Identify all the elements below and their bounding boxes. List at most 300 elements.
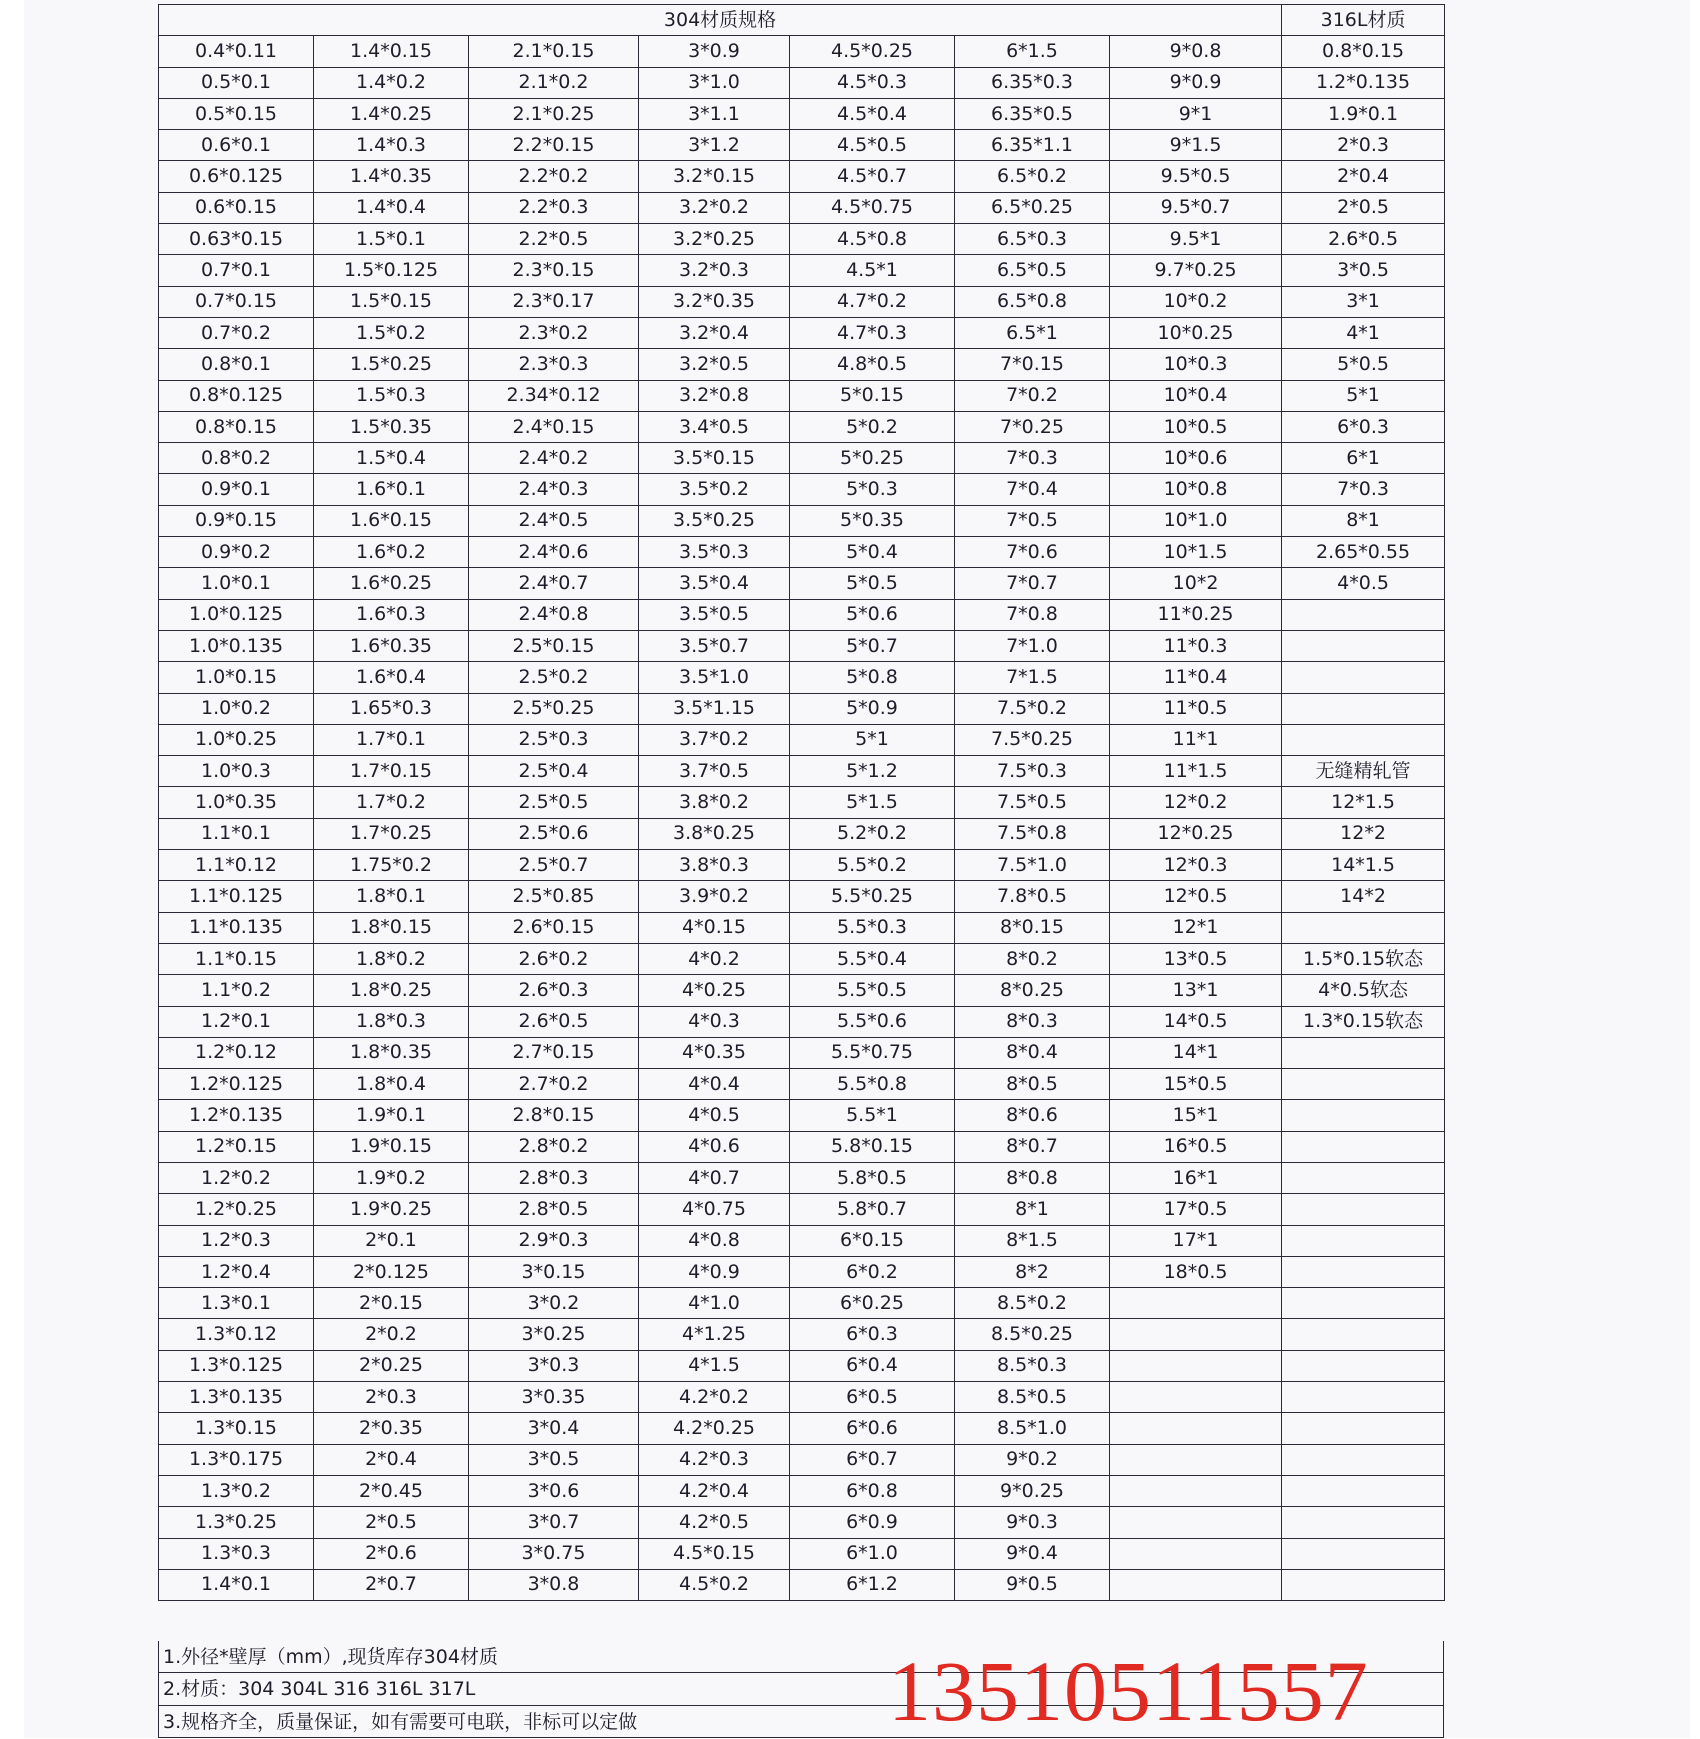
table-cell: 8*0.25: [955, 975, 1110, 1006]
table-cell: 1.2*0.135: [1282, 67, 1445, 98]
table-cell: 1.4*0.3: [314, 130, 469, 161]
table-cell: 6*0.7: [790, 1444, 955, 1475]
table-cell: 8*0.7: [955, 1131, 1110, 1162]
table-cell: 3*0.8: [469, 1569, 639, 1600]
table-cell: [1110, 1319, 1282, 1350]
table-cell: 2*0.1: [314, 1225, 469, 1256]
table-cell: 0.5*0.1: [159, 67, 314, 98]
table-cell: 1.3*0.135: [159, 1382, 314, 1413]
table-cell: 2.6*0.5: [1282, 224, 1445, 255]
table-cell: 5.5*0.8: [790, 1069, 955, 1100]
table-cell: 8.5*0.5: [955, 1382, 1110, 1413]
table-cell: 1.6*0.25: [314, 568, 469, 599]
table-row: [159, 505, 1445, 536]
table-cell: 3*0.2: [469, 1288, 639, 1319]
table-cell: 3.4*0.5: [639, 411, 790, 442]
table-cell: [1282, 599, 1445, 630]
note-line: 1.外径*壁厚（mm）,现货库存304材质: [158, 1641, 1444, 1673]
table-cell: 2*0.5: [1282, 192, 1445, 223]
table-cell: [1282, 693, 1445, 724]
table-cell: 5.2*0.2: [790, 818, 955, 849]
table-row: [159, 474, 1445, 505]
table-cell: 3.2*0.25: [639, 224, 790, 255]
table-cell: 3.5*0.3: [639, 537, 790, 568]
table-cell: 6*0.5: [790, 1382, 955, 1413]
table-cell: 0.6*0.125: [159, 161, 314, 192]
table-cell: 12*0.2: [1110, 787, 1282, 818]
table-cell: 5.8*0.7: [790, 1194, 955, 1225]
table-cell: 2.8*0.5: [469, 1194, 639, 1225]
table-cell: 2.1*0.25: [469, 98, 639, 129]
table-cell: 1.7*0.1: [314, 724, 469, 755]
table-cell: 0.6*0.15: [159, 192, 314, 223]
table-cell: 7.8*0.5: [955, 881, 1110, 912]
table-cell: 1.5*0.1: [314, 224, 469, 255]
table-cell: 3.9*0.2: [639, 881, 790, 912]
table-cell: 6.35*0.3: [955, 67, 1110, 98]
table-cell: 4*0.5: [1282, 568, 1445, 599]
table-cell: 5.5*0.6: [790, 1006, 955, 1037]
table-cell: 1.9*0.2: [314, 1162, 469, 1193]
table-cell: 1.5*0.35: [314, 411, 469, 442]
table-cell: 5.8*0.15: [790, 1131, 955, 1162]
table-cell: 2*0.45: [314, 1475, 469, 1506]
table-cell: 5*0.3: [790, 474, 955, 505]
table-cell: 2.3*0.2: [469, 317, 639, 348]
table-cell: 1.8*0.4: [314, 1069, 469, 1100]
table-cell: 2.3*0.17: [469, 286, 639, 317]
table-row: [159, 36, 1445, 67]
note-line: 3.规格齐全，质量保证，如有需要可电联，非标可以定做: [158, 1706, 1444, 1738]
table-cell: 17*1: [1110, 1225, 1282, 1256]
table-cell: 3*0.5: [469, 1444, 639, 1475]
table-row: [159, 975, 1445, 1006]
table-cell: 0.8*0.2: [159, 443, 314, 474]
table-cell: 2*0.4: [314, 1444, 469, 1475]
table-cell: 4.5*0.8: [790, 224, 955, 255]
table-cell: 1.5*0.15: [314, 286, 469, 317]
table-cell: 5*0.8: [790, 662, 955, 693]
table-cell: 10*0.3: [1110, 349, 1282, 380]
table-cell: 5.5*0.5: [790, 975, 955, 1006]
table-cell: 5.5*0.4: [790, 943, 955, 974]
table-cell: 0.7*0.1: [159, 255, 314, 286]
table-cell: 2.2*0.15: [469, 130, 639, 161]
header-row: [159, 5, 1445, 36]
table-cell: 0.7*0.15: [159, 286, 314, 317]
table-cell: 14*0.5: [1110, 1006, 1282, 1037]
table-row: [159, 255, 1445, 286]
table-cell: 2.65*0.55: [1282, 537, 1445, 568]
table-row: [159, 787, 1445, 818]
table-cell: 6.5*0.2: [955, 161, 1110, 192]
table-cell: 7.5*0.2: [955, 693, 1110, 724]
table-cell: 9.7*0.25: [1110, 255, 1282, 286]
table-cell: [1282, 1162, 1445, 1193]
table-cell: 2.5*0.15: [469, 630, 639, 661]
table-cell: 7.5*0.8: [955, 818, 1110, 849]
table-cell: 2.5*0.2: [469, 662, 639, 693]
table-cell: [1282, 1288, 1445, 1319]
table-cell: 1.7*0.15: [314, 756, 469, 787]
table-cell: 1.5*0.2: [314, 317, 469, 348]
table-cell: 1.1*0.12: [159, 850, 314, 881]
table-row: [159, 1225, 1445, 1256]
table-cell: 1.2*0.15: [159, 1131, 314, 1162]
spec-sheet: [158, 0, 1444, 1738]
table-cell: 2.4*0.15: [469, 411, 639, 442]
table-cell: 1.65*0.3: [314, 693, 469, 724]
table-row: [159, 411, 1445, 442]
table-cell: 1.8*0.35: [314, 1037, 469, 1068]
table-cell: 8.5*0.2: [955, 1288, 1110, 1319]
table-cell: 3*0.3: [469, 1350, 639, 1381]
table-cell: 1.0*0.15: [159, 662, 314, 693]
table-cell: 9.5*1: [1110, 224, 1282, 255]
table-cell: 7*0.7: [955, 568, 1110, 599]
table-cell: 4.2*0.4: [639, 1475, 790, 1506]
table-cell: 0.9*0.15: [159, 505, 314, 536]
table-cell: 12*1: [1110, 912, 1282, 943]
table-cell: 2.2*0.5: [469, 224, 639, 255]
table-cell: 7*0.8: [955, 599, 1110, 630]
table-cell: 2.7*0.15: [469, 1037, 639, 1068]
table-row: [159, 1037, 1445, 1068]
table-cell: 1.3*0.175: [159, 1444, 314, 1475]
table-cell: [1282, 1444, 1445, 1475]
table-cell: 1.4*0.2: [314, 67, 469, 98]
table-cell: [1282, 912, 1445, 943]
table-cell: 8.5*1.0: [955, 1413, 1110, 1444]
table-cell: [1282, 1507, 1445, 1538]
table-cell: 1.5*0.15软态: [1282, 943, 1445, 974]
table-cell: 0.6*0.1: [159, 130, 314, 161]
table-cell: 1.6*0.15: [314, 505, 469, 536]
table-row: [159, 1162, 1445, 1193]
table-cell: 10*0.6: [1110, 443, 1282, 474]
table-cell: 14*1.5: [1282, 850, 1445, 881]
table-cell: 4*0.6: [639, 1131, 790, 1162]
table-cell: 3.5*0.2: [639, 474, 790, 505]
table-cell: 4*1.0: [639, 1288, 790, 1319]
table-cell: [1282, 1538, 1445, 1569]
table-cell: 2.3*0.3: [469, 349, 639, 380]
table-cell: 2.34*0.12: [469, 380, 639, 411]
table-cell: 10*1.0: [1110, 505, 1282, 536]
table-cell: 3*0.75: [469, 1538, 639, 1569]
table-cell: 8*0.8: [955, 1162, 1110, 1193]
table-cell: 4.2*0.25: [639, 1413, 790, 1444]
table-cell: 1.3*0.25: [159, 1507, 314, 1538]
table-cell: 1.8*0.15: [314, 912, 469, 943]
table-cell: 3.7*0.5: [639, 756, 790, 787]
table-cell: 6*0.3: [1282, 411, 1445, 442]
table-cell: 1.3*0.2: [159, 1475, 314, 1506]
table-cell: 12*2: [1282, 818, 1445, 849]
table-cell: 15*1: [1110, 1100, 1282, 1131]
table-cell: 1.1*0.1: [159, 818, 314, 849]
table-cell: 2*0.4: [1282, 161, 1445, 192]
table-cell: 4*0.4: [639, 1069, 790, 1100]
table-cell: 6*1.5: [955, 36, 1110, 67]
table-cell: [1282, 724, 1445, 755]
table-cell: 5*0.7: [790, 630, 955, 661]
table-cell: 1.5*0.125: [314, 255, 469, 286]
table-row: [159, 818, 1445, 849]
table-cell: [1282, 1037, 1445, 1068]
table-cell: 无缝精轧管: [1282, 756, 1445, 787]
table-row: [159, 537, 1445, 568]
table-cell: [1282, 1475, 1445, 1506]
table-row: [159, 599, 1445, 630]
table-cell: 1.2*0.135: [159, 1100, 314, 1131]
table-cell: 4*0.5软态: [1282, 975, 1445, 1006]
table-cell: 6*0.4: [790, 1350, 955, 1381]
table-cell: 8*0.15: [955, 912, 1110, 943]
table-cell: 1.2*0.12: [159, 1037, 314, 1068]
table-cell: 4.5*0.75: [790, 192, 955, 223]
table-cell: 1.0*0.25: [159, 724, 314, 755]
table-cell: 16*1: [1110, 1162, 1282, 1193]
note-line: 2.材质：304 304L 316 316L 317L: [158, 1673, 1444, 1705]
table-cell: 4.7*0.2: [790, 286, 955, 317]
table-cell: 7*0.2: [955, 380, 1110, 411]
table-row: [159, 192, 1445, 223]
table-cell: 3*1: [1282, 286, 1445, 317]
table-cell: 1.9*0.1: [314, 1100, 469, 1131]
table-cell: 1.9*0.1: [1282, 98, 1445, 129]
table-cell: 0.9*0.1: [159, 474, 314, 505]
table-cell: 7*0.3: [1282, 474, 1445, 505]
table-cell: 2.5*0.85: [469, 881, 639, 912]
table-cell: 4*0.5: [639, 1100, 790, 1131]
table-row: [159, 1413, 1445, 1444]
table-row: [159, 724, 1445, 755]
table-cell: 1.3*0.125: [159, 1350, 314, 1381]
table-cell: 9.5*0.7: [1110, 192, 1282, 223]
table-cell: 4*0.9: [639, 1256, 790, 1287]
table-cell: [1110, 1569, 1282, 1600]
table-row: [159, 317, 1445, 348]
table-cell: 10*1.5: [1110, 537, 1282, 568]
table-cell: 3.2*0.35: [639, 286, 790, 317]
table-row: [159, 443, 1445, 474]
table-cell: 9*1.5: [1110, 130, 1282, 161]
table-cell: 9*0.3: [955, 1507, 1110, 1538]
table-row: [159, 1288, 1445, 1319]
table-cell: 3.2*0.2: [639, 192, 790, 223]
table-cell: 4.7*0.3: [790, 317, 955, 348]
table-cell: [1110, 1507, 1282, 1538]
table-cell: [1110, 1382, 1282, 1413]
table-row: [159, 912, 1445, 943]
table-cell: 5*0.5: [790, 568, 955, 599]
table-cell: 3*1.1: [639, 98, 790, 129]
table-cell: 4*0.3: [639, 1006, 790, 1037]
table-cell: 0.9*0.2: [159, 537, 314, 568]
table-cell: 1.5*0.4: [314, 443, 469, 474]
table-cell: 4*0.25: [639, 975, 790, 1006]
table-cell: 9*0.9: [1110, 67, 1282, 98]
table-cell: 4.2*0.3: [639, 1444, 790, 1475]
table-cell: 0.8*0.1: [159, 349, 314, 380]
table-cell: 7*0.4: [955, 474, 1110, 505]
table-cell: 1.0*0.2: [159, 693, 314, 724]
table-cell: 2.6*0.2: [469, 943, 639, 974]
table-cell: 9*0.8: [1110, 36, 1282, 67]
table-cell: 10*0.8: [1110, 474, 1282, 505]
table-cell: 4*0.75: [639, 1194, 790, 1225]
table-cell: [1282, 630, 1445, 661]
table-cell: 14*2: [1282, 881, 1445, 912]
table-cell: 3*0.35: [469, 1382, 639, 1413]
table-cell: 1.2*0.1: [159, 1006, 314, 1037]
table-cell: 1.2*0.2: [159, 1162, 314, 1193]
table-cell: 1.3*0.12: [159, 1319, 314, 1350]
table-row: [159, 1069, 1445, 1100]
table-cell: 2.9*0.3: [469, 1225, 639, 1256]
table-cell: 4.5*0.7: [790, 161, 955, 192]
table-cell: 10*0.5: [1110, 411, 1282, 442]
table-cell: 11*0.4: [1110, 662, 1282, 693]
table-cell: 7*0.3: [955, 443, 1110, 474]
table-cell: 1.0*0.3: [159, 756, 314, 787]
table-cell: 12*0.25: [1110, 818, 1282, 849]
table-cell: 7*1.5: [955, 662, 1110, 693]
table-cell: [1282, 1100, 1445, 1131]
table-cell: 7.5*0.3: [955, 756, 1110, 787]
table-cell: 1.5*0.25: [314, 349, 469, 380]
table-cell: 3.7*0.2: [639, 724, 790, 755]
table-cell: 11*0.3: [1110, 630, 1282, 661]
table-row: [159, 568, 1445, 599]
table-cell: 17*0.5: [1110, 1194, 1282, 1225]
table-cell: 2*0.6: [314, 1538, 469, 1569]
table-cell: 1.4*0.1: [159, 1569, 314, 1600]
table-cell: 3*1.0: [639, 67, 790, 98]
table-row: [159, 850, 1445, 881]
table-cell: 3.5*0.15: [639, 443, 790, 474]
table-cell: 5*0.15: [790, 380, 955, 411]
table-cell: 1.4*0.35: [314, 161, 469, 192]
table-cell: 1.3*0.15: [159, 1413, 314, 1444]
table-cell: 1.2*0.4: [159, 1256, 314, 1287]
table-cell: 1.1*0.125: [159, 881, 314, 912]
table-cell: 6*0.6: [790, 1413, 955, 1444]
table-cell: 8*0.3: [955, 1006, 1110, 1037]
table-cell: 1.2*0.125: [159, 1069, 314, 1100]
table-cell: 6.5*0.25: [955, 192, 1110, 223]
table-cell: 8*1.5: [955, 1225, 1110, 1256]
table-cell: 9*0.25: [955, 1475, 1110, 1506]
table-cell: 3.5*1.0: [639, 662, 790, 693]
table-cell: 13*1: [1110, 975, 1282, 1006]
table-cell: 2.5*0.5: [469, 787, 639, 818]
table-cell: 2*0.35: [314, 1413, 469, 1444]
table-cell: 4.5*0.5: [790, 130, 955, 161]
table-cell: 12*0.3: [1110, 850, 1282, 881]
table-cell: 11*1.5: [1110, 756, 1282, 787]
table-cell: 4*0.8: [639, 1225, 790, 1256]
table-cell: 5*0.25: [790, 443, 955, 474]
table-cell: 2.5*0.4: [469, 756, 639, 787]
table-cell: 2.5*0.6: [469, 818, 639, 849]
table-cell: 8*1: [955, 1194, 1110, 1225]
table-cell: 2.2*0.3: [469, 192, 639, 223]
table-cell: 0.8*0.125: [159, 380, 314, 411]
table-cell: 3.2*0.3: [639, 255, 790, 286]
table-cell: 1.7*0.25: [314, 818, 469, 849]
table-cell: 1.75*0.2: [314, 850, 469, 881]
table-cell: 1.1*0.15: [159, 943, 314, 974]
table-cell: 3.2*0.5: [639, 349, 790, 380]
table-cell: [1110, 1350, 1282, 1381]
table-cell: 1.3*0.3: [159, 1538, 314, 1569]
table-cell: 6*1.0: [790, 1538, 955, 1569]
table-row: [159, 1475, 1445, 1506]
table-cell: 3.5*0.5: [639, 599, 790, 630]
table-cell: 8*2: [955, 1256, 1110, 1287]
table-cell: 3*0.6: [469, 1475, 639, 1506]
table-cell: 6*1.2: [790, 1569, 955, 1600]
table-cell: 5.8*0.5: [790, 1162, 955, 1193]
table-cell: 1.0*0.135: [159, 630, 314, 661]
table-cell: 5*1.2: [790, 756, 955, 787]
table-cell: 1.8*0.1: [314, 881, 469, 912]
table-cell: 10*2: [1110, 568, 1282, 599]
table-cell: [1110, 1288, 1282, 1319]
table-cell: 1.9*0.25: [314, 1194, 469, 1225]
table-cell: 1.4*0.15: [314, 36, 469, 67]
table-cell: 4*1.25: [639, 1319, 790, 1350]
table-cell: [1282, 1194, 1445, 1225]
table-cell: 8*0.2: [955, 943, 1110, 974]
table-cell: 3.8*0.25: [639, 818, 790, 849]
table-cell: 3.5*0.7: [639, 630, 790, 661]
table-cell: 4.5*0.4: [790, 98, 955, 129]
table-cell: 7*0.5: [955, 505, 1110, 536]
phone-number: 13510511557: [888, 1643, 1369, 1739]
table-row: [159, 1569, 1445, 1600]
table-cell: 3*0.5: [1282, 255, 1445, 286]
table-cell: 8*1: [1282, 505, 1445, 536]
table-cell: 4.2*0.5: [639, 1507, 790, 1538]
table-cell: 3*0.7: [469, 1507, 639, 1538]
table-cell: 1.0*0.1: [159, 568, 314, 599]
table-row: [159, 98, 1445, 129]
table-cell: 2.5*0.25: [469, 693, 639, 724]
table-cell: 7.5*1.0: [955, 850, 1110, 881]
table-cell: 1.4*0.4: [314, 192, 469, 223]
table-cell: 1.6*0.3: [314, 599, 469, 630]
header-304: 304材质规格: [159, 5, 1282, 36]
table-cell: 1.1*0.135: [159, 912, 314, 943]
table-cell: 3.5*0.4: [639, 568, 790, 599]
table-cell: 6*0.2: [790, 1256, 955, 1287]
table-cell: 5.5*0.75: [790, 1037, 955, 1068]
table-cell: 1.2*0.25: [159, 1194, 314, 1225]
table-cell: 4*0.15: [639, 912, 790, 943]
table-cell: 10*0.25: [1110, 317, 1282, 348]
table-cell: 4.2*0.2: [639, 1382, 790, 1413]
table-cell: 4*0.2: [639, 943, 790, 974]
table-row: [159, 349, 1445, 380]
table-cell: [1282, 662, 1445, 693]
table-cell: 2.4*0.8: [469, 599, 639, 630]
table-row: [159, 1256, 1445, 1287]
table-cell: 7*1.0: [955, 630, 1110, 661]
table-cell: 2.3*0.15: [469, 255, 639, 286]
